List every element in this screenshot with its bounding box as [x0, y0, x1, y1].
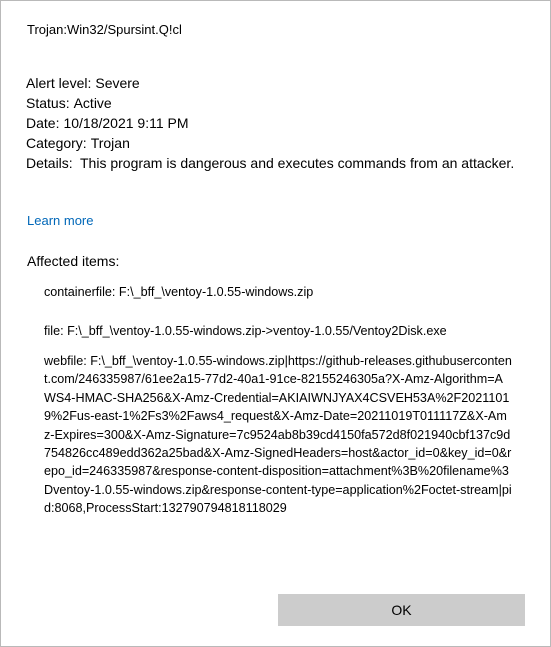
- affected-item-containerfile: containerfile: F:\_bff_\ventoy-1.0.55-windows.zip: [44, 285, 314, 299]
- detail-value: Severe: [95, 75, 140, 91]
- detail-value: Trojan: [90, 135, 130, 151]
- detail-row-alert-level: [26, 73, 526, 93]
- affected-items-heading: Affected items:: [27, 253, 120, 269]
- detail-row-status: [26, 93, 526, 113]
- threat-name: Trojan:Win32/Spursint.Q!cl: [27, 22, 182, 37]
- detail-row-date: [26, 113, 526, 133]
- affected-item-file: file: F:\_bff_\ventoy-1.0.55-windows.zip->ventoy-1.0.55/Ventoy2Disk.exe: [44, 324, 447, 338]
- detail-label: Date:: [26, 115, 60, 131]
- detail-value: 10/18/2021 9:11 PM: [63, 115, 189, 131]
- detail-row-category: [26, 133, 526, 153]
- ok-button[interactable]: OK: [278, 594, 525, 626]
- affected-item-webfile-text: webfile: F:\_bff_\ventoy-1.0.55-windows.zip|https://github-releases.githubusercontent.com/246335987/61ee2a15-77d2-40a1-91ce-82155246305a?X-Amz-Algorithm=AWS4-HMAC-SHA256&X-Amz-Credential=AKIAIWNJYAX4CSVEH53A%2F20211019%2Fus-east-1%2Fs3%2Faws4_request&X-Amz-Date=20211019T011117Z&X-Amz-Expires=300&X-Amz-Signature=7c9524ab8b39cd4150fa572d8f021940cbf137c9d754826cc489edd362a25bad&X-Amz-SignedHeaders=host&actor_id=0&key_id=0&repo_id=246335987&response-content-disposition=attachment%3B%20filename%3Dventoy-1.0.55-windows.zip&response-content-type=application%2Foctet-stream|pid:8068,ProcessStart:132790794818118029: [44, 354, 512, 516]
- detail-label: Status:: [26, 95, 70, 111]
- detail-label: Details:: [26, 155, 73, 171]
- threat-details-list: [26, 73, 526, 173]
- detail-label: Category:: [26, 135, 87, 151]
- detail-value: This program is dangerous and executes commands from an attacker.: [80, 155, 515, 171]
- affected-item-webfile: [44, 352, 512, 518]
- detail-label: Alert level:: [26, 75, 92, 91]
- affected-items-list[interactable]: [29, 277, 524, 571]
- detail-row-details: [26, 153, 526, 173]
- learn-more-link[interactable]: Learn more: [27, 213, 94, 228]
- detail-value: Active: [73, 95, 112, 111]
